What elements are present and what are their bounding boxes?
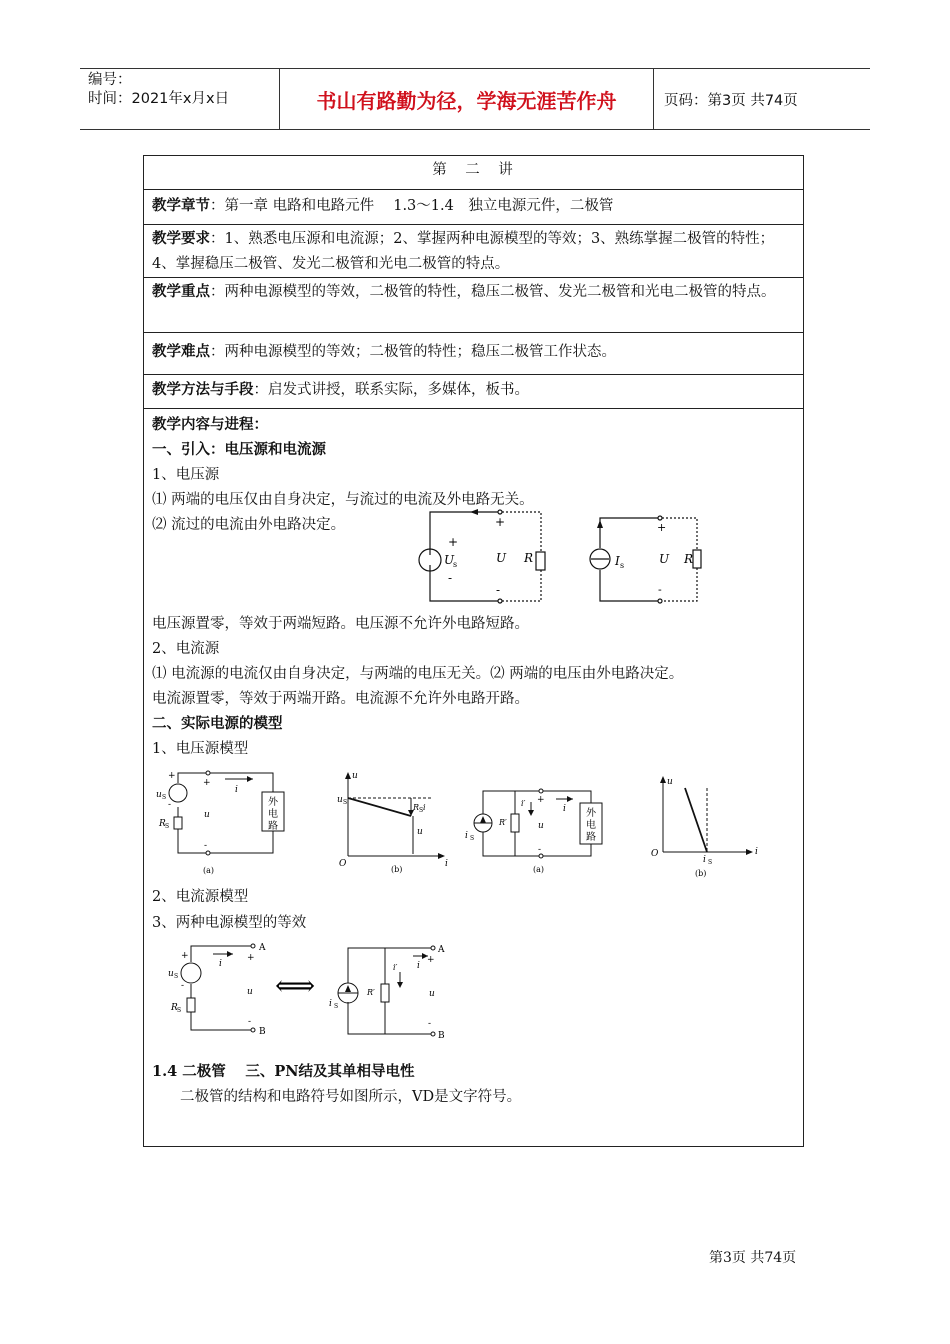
header-meta xyxy=(80,69,280,129)
svg-text:u: u xyxy=(156,790,162,800)
s2-equivalence: 3、两种电源模型的等效 xyxy=(152,915,307,931)
key-label: 教学重点 xyxy=(152,283,210,300)
svg-text:i′: i′ xyxy=(393,963,398,972)
row-methods xyxy=(144,375,803,409)
svg-text:u: u xyxy=(352,771,358,781)
svg-text:i: i xyxy=(755,847,758,857)
svg-text:S: S xyxy=(162,794,167,801)
svg-text:+: + xyxy=(495,515,506,529)
s1-current-source: 2、电流源 xyxy=(152,641,220,657)
svg-text:U: U xyxy=(496,551,507,565)
page-footer: 第3页 共74页 xyxy=(709,1250,797,1266)
svg-text:u: u xyxy=(168,969,174,979)
section-1-heading: 一、引入：电压源和电流源 xyxy=(152,441,326,458)
req-text: ：1、熟悉电压源和电流源；2、掌握两种电源模型的等效；3、熟练掌握二极管的特性；4、掌握稳压二极管、发光二极管和光电二极管的特点。 xyxy=(152,231,775,272)
svg-text:R: R xyxy=(413,803,420,812)
content-heading: 教学内容与进程： xyxy=(152,416,268,433)
svg-text:i′: i′ xyxy=(521,799,526,808)
svg-text:i: i xyxy=(423,803,426,812)
svg-text:(a): (a) xyxy=(203,866,215,875)
svg-text:+: + xyxy=(181,951,189,961)
date-label: 时间：2021年x月x日 xyxy=(88,91,230,107)
svg-text:-: - xyxy=(181,981,185,991)
svg-text:S: S xyxy=(334,1003,339,1010)
svg-text:路: 路 xyxy=(586,832,596,843)
svg-text:-: - xyxy=(658,583,662,596)
svg-text:i: i xyxy=(703,855,706,865)
svg-text:O: O xyxy=(339,859,347,869)
svg-text:A: A xyxy=(438,945,445,955)
svg-text:S: S xyxy=(419,807,424,814)
svg-text:R′: R′ xyxy=(499,818,507,827)
s2-voltage-model: 1、电压源模型 xyxy=(152,741,249,757)
svg-text:+: + xyxy=(657,521,667,534)
method-label: 教学方法与手段 xyxy=(152,381,254,398)
diff-text: ：两种电源模型的等效；二极管的特性；稳压二极管工作状态。 xyxy=(210,344,616,360)
method-text: ：启发式讲授，联系实际，多媒体，板书。 xyxy=(253,382,529,398)
svg-text:S: S xyxy=(343,799,348,806)
chapter-text: ：第一章 电路和电路元件 1.3～1.4 独立电源元件，二极管 xyxy=(210,198,614,214)
svg-text:A: A xyxy=(259,943,266,953)
s1-voltage-point-1: ⑴ 两端的电压仅由自身决定，与流过的电流及外电路无关。 xyxy=(152,492,534,508)
source-equivalence-diagram xyxy=(163,938,463,1040)
svg-text:U: U xyxy=(444,553,455,567)
current-model-circuit xyxy=(461,776,611,876)
svg-text:外: 外 xyxy=(268,797,278,808)
svg-text:+: + xyxy=(168,771,176,781)
header-motto: 书山有路勤为径，学海无涯苦作舟 xyxy=(280,69,654,129)
page-header xyxy=(80,68,870,130)
svg-text:+: + xyxy=(247,953,255,963)
svg-text:R: R xyxy=(684,552,694,566)
key-text: ：两种电源模型的等效，二极管的特性，稳压二极管、发光二极管和光电二极管的特点。 xyxy=(210,284,776,300)
voltage-model-circuit xyxy=(153,765,293,877)
row-key-points xyxy=(144,278,803,333)
s1-current-points: ⑴ 电流源的电流仅由自身决定，与两端的电压无关。⑵ 两端的电压由外电路决定。 xyxy=(152,666,684,682)
svg-text:S: S xyxy=(708,859,713,866)
svg-text:+: + xyxy=(203,778,211,788)
chapter-label: 教学章节 xyxy=(152,197,210,214)
svg-text:i: i xyxy=(465,831,468,841)
svg-text:-: - xyxy=(248,1017,252,1027)
svg-text:S: S xyxy=(165,823,170,830)
s1-voltage-note: 电压源置零，等效于两端短路。电压源不允许外电路短路。 xyxy=(152,616,529,632)
voltage-characteristic-graph xyxy=(333,768,453,876)
header-page-label: 页码：第3页 共74页 xyxy=(664,92,798,109)
svg-text:u: u xyxy=(667,777,673,787)
svg-text:u: u xyxy=(337,795,343,805)
s1-current-note: 电流源置零，等效于两端开路。电流源不允许外电路开路。 xyxy=(152,691,529,707)
svg-text:B: B xyxy=(259,1027,266,1037)
row-chapter xyxy=(144,190,803,225)
svg-text:电: 电 xyxy=(268,809,278,820)
diff-label: 教学难点 xyxy=(152,343,210,360)
svg-text:-: - xyxy=(168,800,172,810)
svg-text:i: i xyxy=(219,959,222,969)
row-requirements xyxy=(144,225,803,278)
s2-current-model: 2、电流源模型 xyxy=(152,889,249,905)
svg-text:(a): (a) xyxy=(533,865,545,874)
svg-text:R′: R′ xyxy=(367,988,375,997)
s1-voltage-point-2: ⑵ 流过的电流由外电路决定。 xyxy=(152,517,346,533)
svg-text:i: i xyxy=(417,961,420,971)
svg-text:+: + xyxy=(537,795,545,805)
svg-text:-: - xyxy=(496,583,501,597)
svg-text:-: - xyxy=(204,841,208,851)
svg-text:-: - xyxy=(538,845,542,855)
svg-text:u: u xyxy=(538,821,544,831)
svg-text:+: + xyxy=(448,535,459,549)
svg-text:O: O xyxy=(651,849,659,859)
svg-text:u: u xyxy=(417,827,423,837)
code-label: 编号： xyxy=(88,72,132,88)
svg-text:S: S xyxy=(174,973,179,980)
svg-text:(b): (b) xyxy=(695,869,707,878)
s1-voltage-source: 1、电压源 xyxy=(152,467,220,483)
svg-text:路: 路 xyxy=(268,821,278,832)
svg-text:R: R xyxy=(159,819,166,829)
svg-text:⟺: ⟺ xyxy=(275,969,316,1002)
svg-text:s: s xyxy=(620,561,625,570)
svg-text:电: 电 xyxy=(586,820,596,831)
svg-text:i: i xyxy=(563,804,566,814)
lecture-title: 第 二 讲 xyxy=(144,156,803,190)
current-characteristic-graph xyxy=(645,772,765,880)
svg-text:B: B xyxy=(438,1031,445,1040)
svg-text:I: I xyxy=(615,554,620,568)
svg-text:+: + xyxy=(427,955,435,965)
svg-text:-: - xyxy=(448,571,453,585)
row-difficulties xyxy=(144,333,803,375)
svg-text:u: u xyxy=(247,987,253,997)
svg-text:i: i xyxy=(235,785,238,795)
s3-text: 二极管的结构和电路符号如图所示，VD是文字符号。 xyxy=(180,1089,522,1105)
section-2-heading: 二、实际电源的模型 xyxy=(152,715,283,732)
voltage-source-circuit xyxy=(410,500,550,610)
svg-text:R: R xyxy=(524,551,534,565)
svg-text:U: U xyxy=(659,552,670,566)
svg-text:u: u xyxy=(429,989,435,999)
svg-text:R: R xyxy=(171,1003,178,1013)
svg-text:u: u xyxy=(204,810,210,820)
req-label: 教学要求 xyxy=(152,230,210,247)
svg-text:S: S xyxy=(470,835,475,842)
svg-text:i: i xyxy=(445,859,448,869)
section-3-heading: 1.4 二极管 三、PN结及其单相导电性 xyxy=(152,1063,415,1080)
svg-text:(b): (b) xyxy=(391,865,403,874)
svg-text:s: s xyxy=(453,560,458,569)
current-source-circuit xyxy=(585,510,705,605)
svg-text:i: i xyxy=(329,999,332,1009)
svg-text:外: 外 xyxy=(586,808,596,819)
svg-text:-: - xyxy=(428,1019,432,1029)
svg-text:S: S xyxy=(177,1007,182,1014)
